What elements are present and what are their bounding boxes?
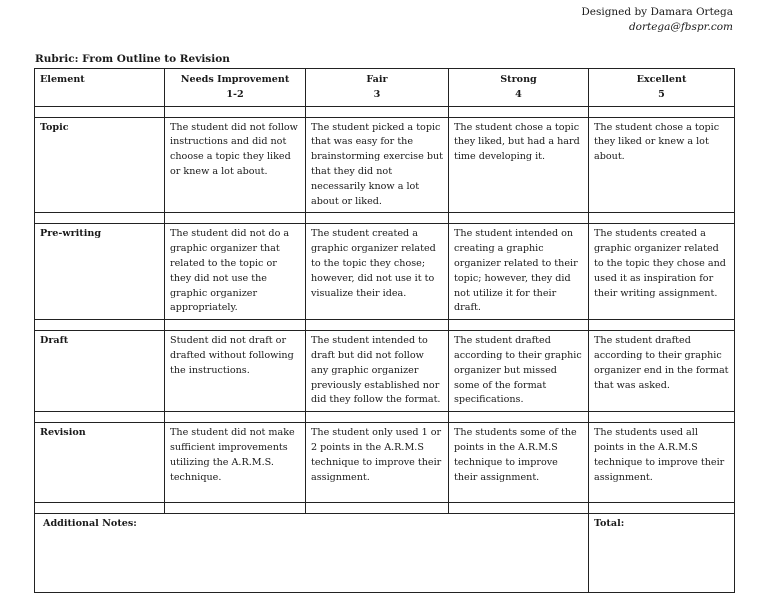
total-label: Total:	[594, 518, 625, 530]
spacer-cell	[165, 106, 306, 117]
spacer-cell	[589, 213, 735, 224]
spacer-cell	[589, 503, 735, 514]
row-spacer	[35, 213, 735, 224]
rubric-table	[34, 68, 735, 593]
rubric-title: Rubric: From Outline to Revision	[35, 53, 230, 65]
rubric-cell: The student drafted according to their graphic organizer end in the format that was asked.	[589, 331, 735, 412]
rubric-cell: The student created a graphic organizer related to the topic they chose; however, did not use it to visualize their idea.	[306, 224, 449, 320]
spacer-cell	[165, 213, 306, 224]
rubric-cell: The student intended on creating a graphic organizer related to their topic; however, they did not utilize it for their draft.	[449, 224, 589, 320]
column-header-strong	[449, 69, 589, 107]
rubric-cell: The students some of the points in the A.R.M.S technique to improve their assignment.	[449, 423, 589, 503]
row-element-label: Draft	[35, 331, 165, 412]
rubric-cell: The students created a graphic organizer related to the topic they chose and used it as inspiration for their writing assignment.	[589, 224, 735, 320]
column-name: Needs Improvement	[180, 74, 290, 85]
rubric-row-revision	[35, 423, 735, 503]
spacer-cell	[306, 412, 449, 423]
notes-row	[35, 514, 735, 593]
column-name: Excellent	[636, 74, 687, 85]
column-name: Fair	[366, 74, 388, 85]
designer-email: dortega@fbspr.com	[628, 21, 733, 33]
row-element-label: Pre-writing	[35, 224, 165, 320]
rubric-cell: The student did not follow instructions and did not choose a topic they liked or knew a lot about.	[165, 117, 306, 213]
column-score: 1-2	[226, 88, 244, 100]
column-score: 3	[373, 88, 381, 100]
spacer-cell	[449, 213, 589, 224]
spacer-cell	[449, 503, 589, 514]
column-name: Strong	[500, 74, 537, 85]
row-element-label: Revision	[35, 423, 165, 503]
rubric-cell: The student picked a topic that was easy for the brainstorming exercise but that they did not necessarily know a lot about or liked.	[306, 117, 449, 213]
row-spacer	[35, 320, 735, 331]
rubric-cell: The student did not do a graphic organizer that related to the topic or they did not use the graphic organizer appropriately.	[165, 224, 306, 320]
spacer-cell	[35, 106, 165, 117]
spacer-cell	[35, 412, 165, 423]
spacer-cell	[306, 213, 449, 224]
spacer-cell	[165, 412, 306, 423]
rubric-cell: Student did not draft or drafted without following the instructions.	[165, 331, 306, 412]
column-header-fair	[306, 69, 449, 107]
spacer-cell	[449, 106, 589, 117]
column-header-excellent	[589, 69, 735, 107]
row-spacer	[35, 412, 735, 423]
rubric-cell: The student chose a topic they liked, but had a hard time developing it.	[449, 117, 589, 213]
column-name: Element	[40, 74, 85, 85]
row-element-label: Topic	[35, 117, 165, 213]
rubric-cell: The student chose a topic they liked or knew a lot about.	[589, 117, 735, 213]
rubric-row-draft	[35, 331, 735, 412]
spacer-cell	[589, 320, 735, 331]
column-header-needs-improvement	[165, 69, 306, 107]
total-cell	[589, 514, 735, 593]
spacer-cell	[35, 213, 165, 224]
spacer-cell	[449, 320, 589, 331]
rubric-cell: The student only used 1 or 2 points in the A.R.M.S technique to improve their assignment.	[306, 423, 449, 503]
designer-name: Designed by Damara Ortega	[581, 6, 733, 18]
rubric-cell: The student intended to draft but did not follow any graphic organizer previously established nor did they follow the format.	[306, 331, 449, 412]
spacer-cell	[306, 106, 449, 117]
spacer-cell	[306, 503, 449, 514]
spacer-cell	[306, 320, 449, 331]
spacer-cell	[35, 320, 165, 331]
designer-credit	[581, 5, 733, 35]
spacer-cell	[589, 106, 735, 117]
rubric-cell: The student did not make sufficient improvements utilizing the A.R.M.S. technique.	[165, 423, 306, 503]
row-spacer	[35, 503, 735, 514]
rubric-cell: The student drafted according to their graphic organizer but missed some of the format specifications.	[449, 331, 589, 412]
column-header-element	[35, 69, 165, 107]
column-score: 4	[515, 88, 522, 100]
spacer-cell	[589, 412, 735, 423]
rubric-row-topic	[35, 117, 735, 213]
spacer-cell	[35, 503, 165, 514]
header-row	[35, 69, 735, 107]
row-spacer	[35, 106, 735, 117]
spacer-cell	[165, 503, 306, 514]
column-score: 5	[658, 88, 665, 100]
rubric-row-pre-writing	[35, 224, 735, 320]
rubric-cell: The students used all points in the A.R.M.S technique to improve their assignment.	[589, 423, 735, 503]
spacer-cell	[165, 320, 306, 331]
additional-notes-label: Additional Notes:	[43, 518, 137, 530]
additional-notes-cell	[35, 514, 589, 593]
spacer-cell	[449, 412, 589, 423]
